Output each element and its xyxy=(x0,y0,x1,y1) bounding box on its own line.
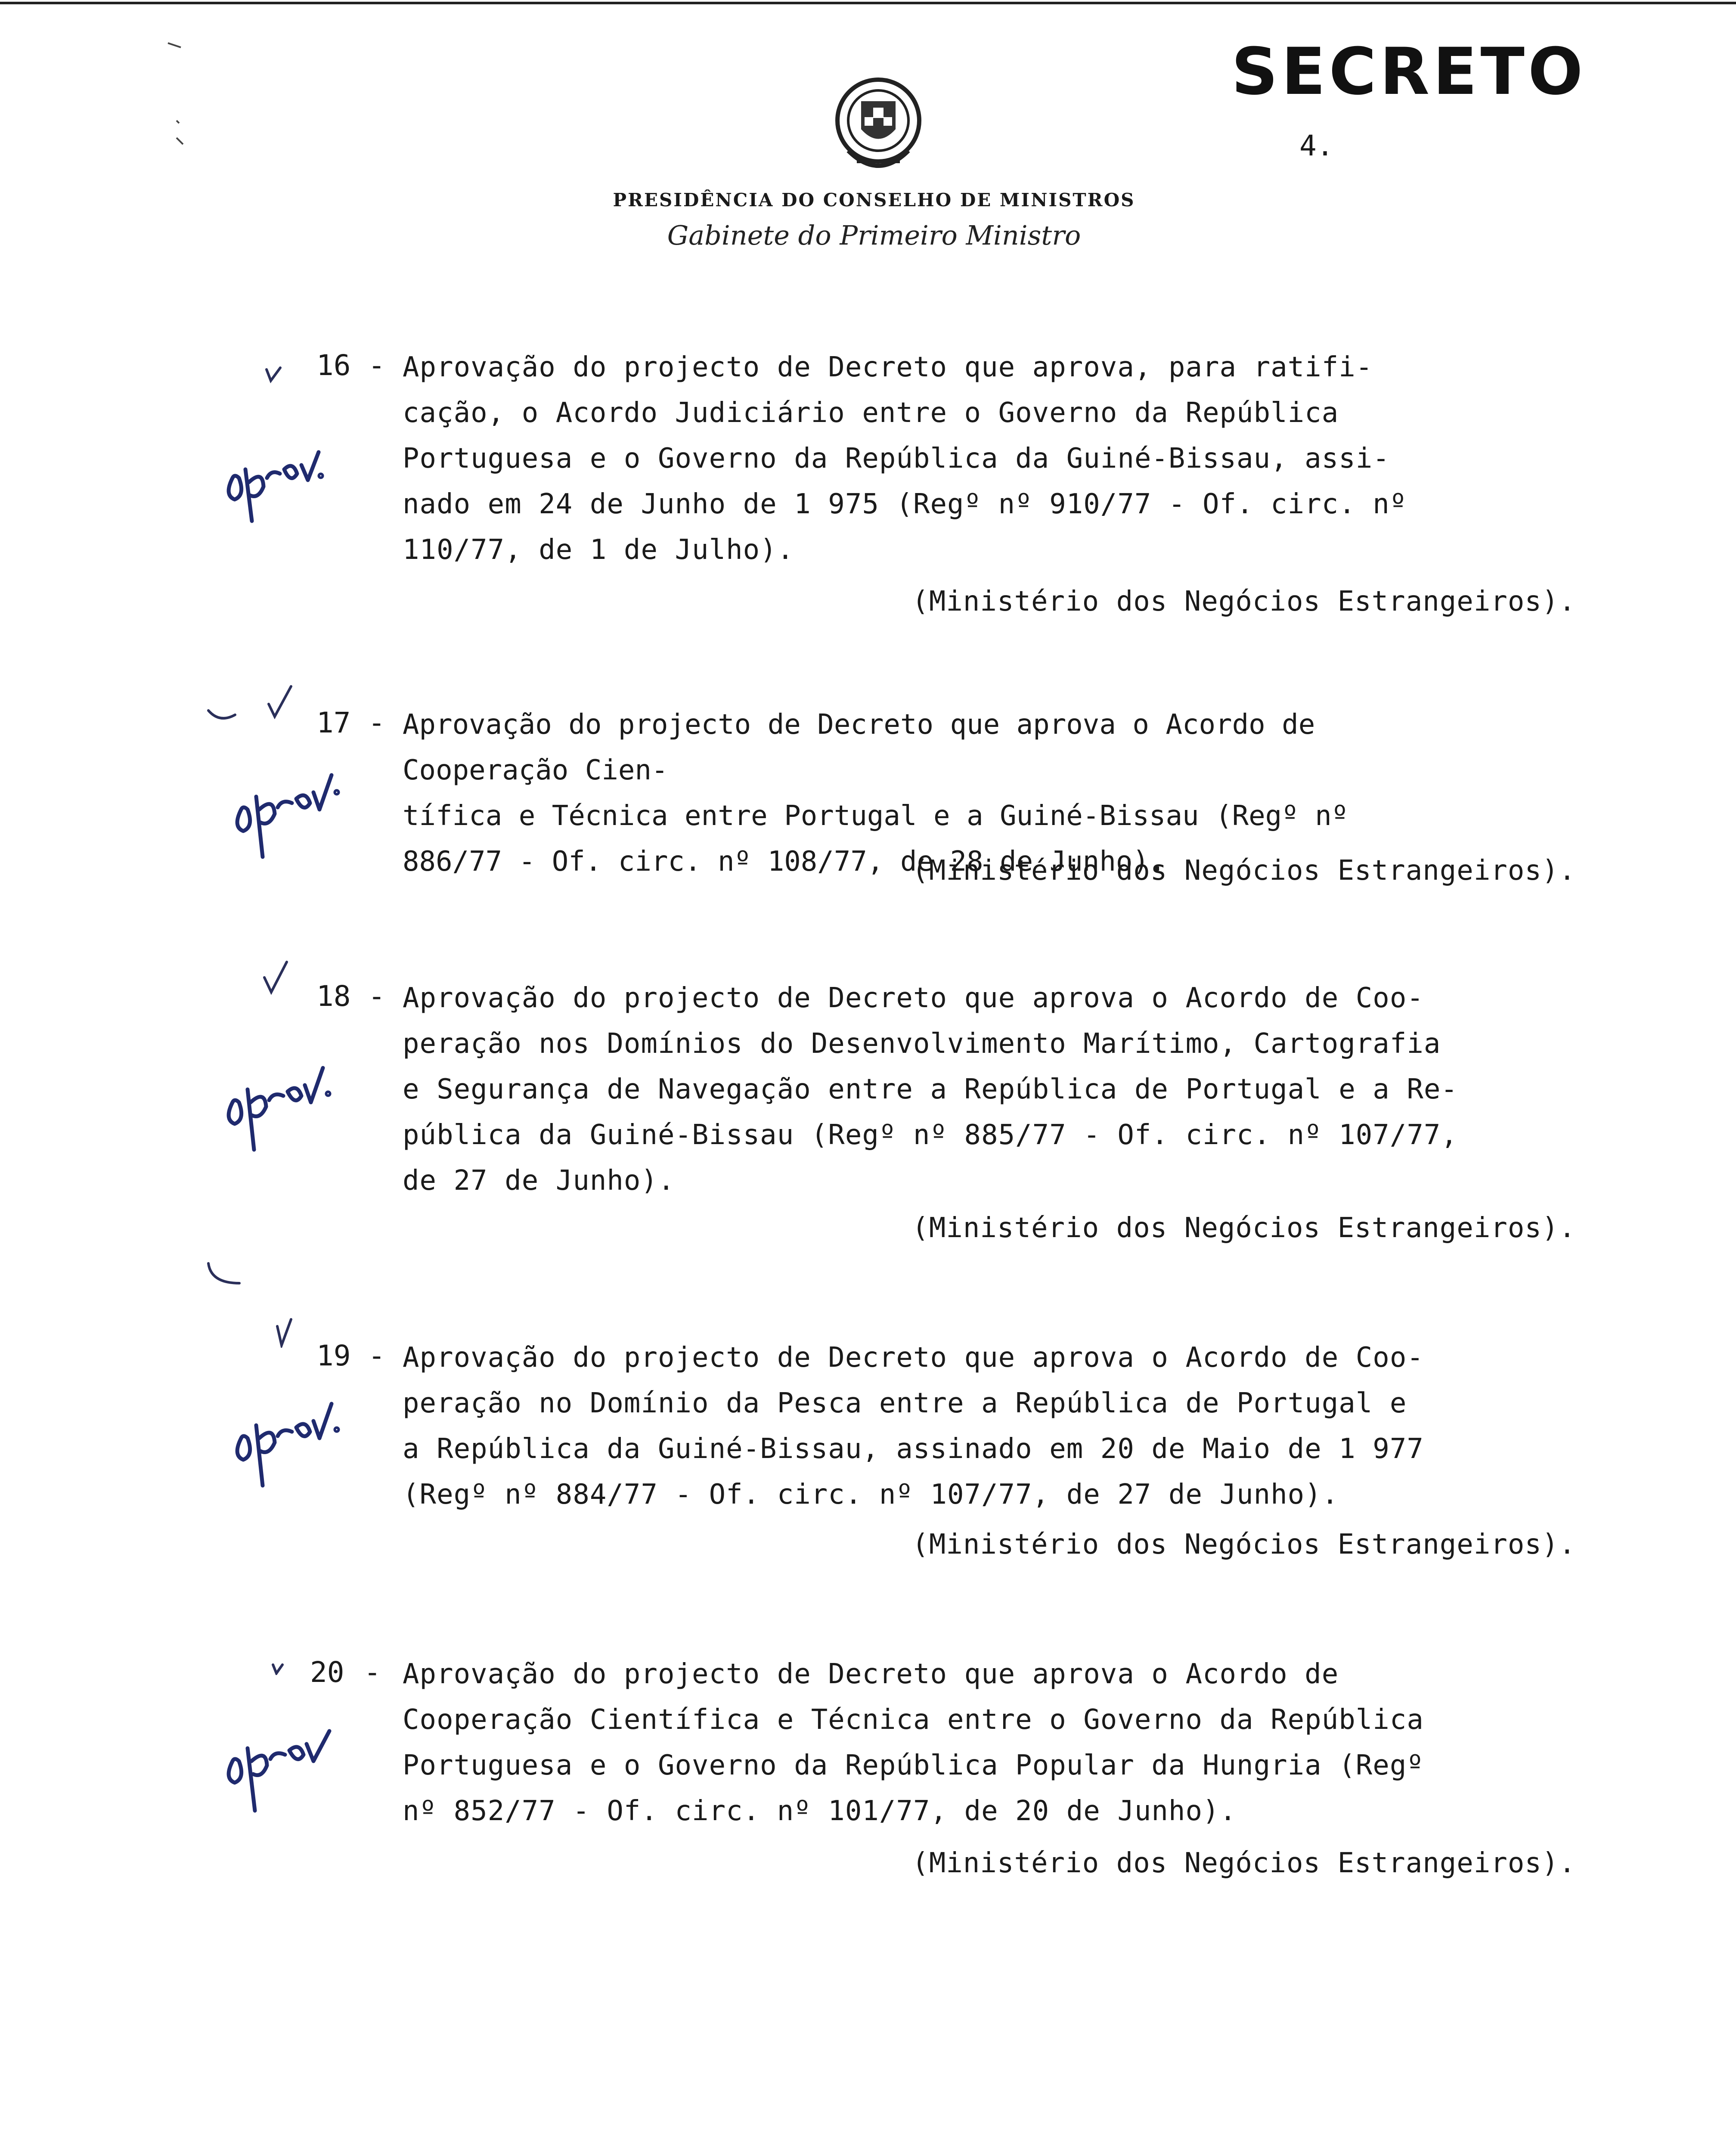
item-text: Aprovação do projecto de Decreto que aprova o Acordo de Cooperação Científica e Técnica entre o Governo da República Portuguesa e o Governo da República Popular da Hungria (Regº nº 852/77 - Of. circ. nº 101/77, de 20 de Junho). xyxy=(403,1658,1424,1827)
page-number: 4. xyxy=(1299,129,1334,162)
item-dash: - xyxy=(364,1656,381,1689)
item-text: Aprovação do projecto de Decreto que aprova, para ratifi- cação, o Acordo Judiciário entre o Governo da República Portuguesa e o Governo da República da Guiné-Bissau, assi- nado em 24 de Junho de 1 975 (Regº nº 910/77 - Of. circ. nº 110/77, de 1 de Julho). xyxy=(403,351,1407,566)
item-dash: - xyxy=(368,349,385,382)
item-dash: - xyxy=(368,980,385,1013)
item-text: Aprovação do projecto de Decreto que aprova o Acordo de Cooperação Cien- tífica e Técnica entre Portugal e a Guiné-Bissau (Regº nº 886/77 - Of. circ. nº 108/77, de 28 de Junho). xyxy=(403,709,1348,878)
check-mark-icon xyxy=(267,685,293,719)
check-mark-icon xyxy=(207,1262,241,1287)
item-dash: - xyxy=(368,1339,385,1372)
item-dash: - xyxy=(368,706,385,739)
check-mark-icon xyxy=(276,1318,293,1348)
top-rule xyxy=(0,2,1736,4)
check-mark-icon xyxy=(271,1662,284,1675)
item-text: Aprovação do projecto de Decreto que aprova o Acordo de Coo- peração no Domínio da Pesca entre a República de Portugal e a República da Guiné-Bissau, assinado em 20 de Maio de 1 977 (Regº nº 884/77 - Of. circ. nº 107/77, de 27 de Junho). xyxy=(403,1342,1424,1511)
item-number: 20 xyxy=(310,1656,344,1689)
item-number: 16 xyxy=(316,349,351,382)
scan-specks xyxy=(164,34,198,146)
handwritten-aprov-annotation xyxy=(215,444,327,530)
organization-name: PRESIDÊNCIA DO CONSELHO DE MINISTROS xyxy=(613,189,1135,211)
ministry-label: (Ministério dos Negócios Estrangeiros). xyxy=(912,586,1576,617)
ministry-label: (Ministério dos Negócios Estrangeiros). xyxy=(912,855,1576,887)
handwritten-aprov-annotation xyxy=(224,766,344,861)
check-mark-icon xyxy=(207,706,237,723)
item-number: 17 xyxy=(316,706,351,739)
ministry-label: (Ministério dos Negócios Estrangeiros). xyxy=(912,1212,1576,1244)
ministry-label: (Ministério dos Negócios Estrangeiros). xyxy=(912,1847,1576,1879)
check-mark-icon xyxy=(263,960,288,995)
handwritten-aprov-annotation xyxy=(215,1714,344,1817)
office-name: Gabinete do Primeiro Ministro xyxy=(667,220,1081,251)
handwritten-aprov-annotation xyxy=(224,1395,344,1490)
classification-stamp: SECRETO xyxy=(1231,34,1587,109)
item-number: 19 xyxy=(316,1339,351,1372)
handwritten-aprov-annotation xyxy=(215,1059,336,1154)
coat-of-arms-icon xyxy=(822,69,934,181)
item-number: 18 xyxy=(316,980,351,1013)
ministry-label: (Ministério dos Negócios Estrangeiros). xyxy=(912,1529,1576,1560)
item-text: Aprovação do projecto de Decreto que aprova o Acordo de Coo- peração nos Domínios do Desenvolvimento Marítimo, Cartografia e Segurança de Navegação entre a República de Portugal e a Re- pública da Guiné-Bissau (Regº nº 885/77 - Of. circ. nº 107/77, de 27 de Junho). xyxy=(403,982,1458,1197)
check-mark-icon xyxy=(265,366,282,383)
